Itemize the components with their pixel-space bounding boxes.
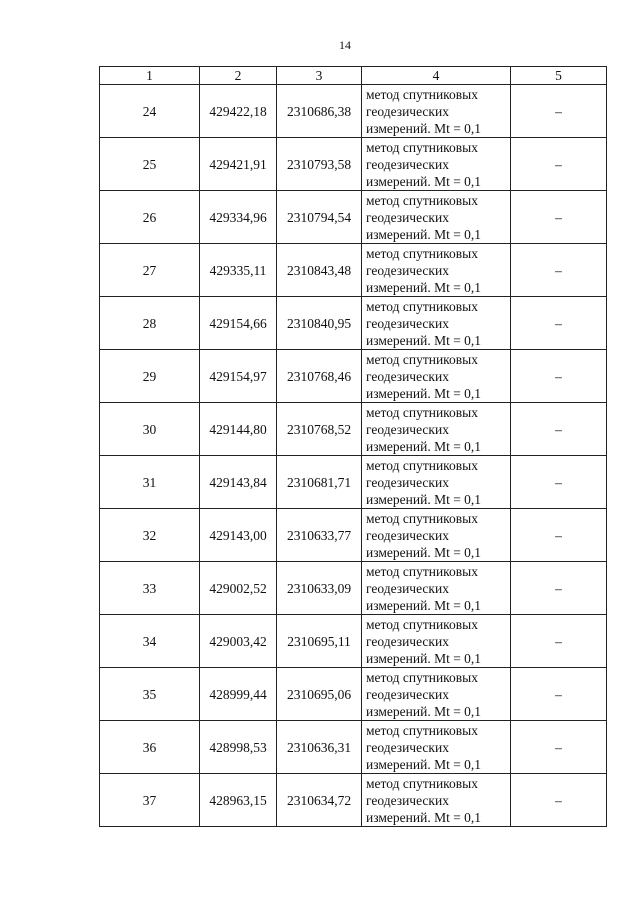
method-line: измерений. Mt = 0,1	[366, 703, 482, 719]
table-row	[100, 85, 607, 138]
table-body	[100, 85, 607, 827]
x-coordinate-cell: 429143,84	[200, 456, 277, 509]
y-coordinate-cell: 2310634,72	[277, 774, 362, 827]
method-line: метод спутниковых	[366, 563, 478, 579]
table-row	[100, 350, 607, 403]
method-line: метод спутниковых	[366, 457, 478, 473]
point-number-cell: 31	[100, 456, 200, 509]
column-header-1: 1	[100, 67, 200, 85]
method-cell	[362, 774, 511, 827]
method-line: геодезических	[366, 739, 449, 755]
y-coordinate-cell: 2310840,95	[277, 297, 362, 350]
column-5-cell: –	[511, 668, 607, 721]
table-row	[100, 774, 607, 827]
method-line: метод спутниковых	[366, 722, 478, 738]
method-line: геодезических	[366, 527, 449, 543]
method-line: метод спутниковых	[366, 245, 478, 261]
method-cell	[362, 721, 511, 774]
point-number-cell: 26	[100, 191, 200, 244]
x-coordinate-cell: 428963,15	[200, 774, 277, 827]
table-row	[100, 721, 607, 774]
x-coordinate-cell: 429421,91	[200, 138, 277, 191]
method-line: метод спутниковых	[366, 404, 478, 420]
y-coordinate-cell: 2310794,54	[277, 191, 362, 244]
y-coordinate-cell: 2310793,58	[277, 138, 362, 191]
table-row	[100, 138, 607, 191]
y-coordinate-cell: 2310768,46	[277, 350, 362, 403]
method-line: метод спутниковых	[366, 351, 478, 367]
column-header-5: 5	[511, 67, 607, 85]
method-line: метод спутниковых	[366, 616, 478, 632]
column-5-cell: –	[511, 774, 607, 827]
x-coordinate-cell: 429334,96	[200, 191, 277, 244]
coordinates-table	[99, 66, 607, 827]
method-line: измерений. Mt = 0,1	[366, 120, 482, 136]
method-line: геодезических	[366, 368, 449, 384]
column-5-cell: –	[511, 615, 607, 668]
point-number-cell: 28	[100, 297, 200, 350]
y-coordinate-cell: 2310633,77	[277, 509, 362, 562]
x-coordinate-cell: 428998,53	[200, 721, 277, 774]
y-coordinate-cell: 2310843,48	[277, 244, 362, 297]
y-coordinate-cell: 2310636,31	[277, 721, 362, 774]
x-coordinate-cell: 429002,52	[200, 562, 277, 615]
method-line: метод спутниковых	[366, 775, 478, 791]
x-coordinate-cell: 428999,44	[200, 668, 277, 721]
column-5-cell: –	[511, 562, 607, 615]
y-coordinate-cell: 2310695,06	[277, 668, 362, 721]
table-row	[100, 244, 607, 297]
coordinates-table-container	[99, 66, 606, 827]
method-line: измерений. Mt = 0,1	[366, 438, 482, 454]
point-number-cell: 27	[100, 244, 200, 297]
y-coordinate-cell: 2310695,11	[277, 615, 362, 668]
column-5-cell: –	[511, 191, 607, 244]
table-header-row	[100, 67, 607, 85]
column-header-4: 4	[362, 67, 511, 85]
table-row	[100, 509, 607, 562]
method-line: геодезических	[366, 580, 449, 596]
point-number-cell: 25	[100, 138, 200, 191]
table-row	[100, 456, 607, 509]
y-coordinate-cell: 2310681,71	[277, 456, 362, 509]
method-line: геодезических	[366, 209, 449, 225]
x-coordinate-cell: 429335,11	[200, 244, 277, 297]
method-cell	[362, 668, 511, 721]
column-5-cell: –	[511, 509, 607, 562]
table-row	[100, 191, 607, 244]
method-cell	[362, 138, 511, 191]
method-line: измерений. Mt = 0,1	[366, 650, 482, 666]
column-header-2: 2	[200, 67, 277, 85]
page-number: 14	[339, 38, 351, 52]
method-line: измерений. Mt = 0,1	[366, 491, 482, 507]
y-coordinate-cell: 2310633,09	[277, 562, 362, 615]
column-5-cell: –	[511, 403, 607, 456]
method-cell	[362, 456, 511, 509]
table-row	[100, 297, 607, 350]
method-line: геодезических	[366, 156, 449, 172]
method-cell	[362, 350, 511, 403]
point-number-cell: 36	[100, 721, 200, 774]
method-line: измерений. Mt = 0,1	[366, 173, 482, 189]
column-5-cell: –	[511, 456, 607, 509]
column-5-cell: –	[511, 138, 607, 191]
y-coordinate-cell: 2310768,52	[277, 403, 362, 456]
method-line: измерений. Mt = 0,1	[366, 809, 482, 825]
method-line: метод спутниковых	[366, 510, 478, 526]
method-line: геодезических	[366, 686, 449, 702]
method-line: метод спутниковых	[366, 192, 478, 208]
method-line: измерений. Mt = 0,1	[366, 756, 482, 772]
column-5-cell: –	[511, 350, 607, 403]
method-cell	[362, 403, 511, 456]
method-cell	[362, 615, 511, 668]
method-line: метод спутниковых	[366, 139, 478, 155]
column-5-cell: –	[511, 85, 607, 138]
table-row	[100, 668, 607, 721]
column-5-cell: –	[511, 721, 607, 774]
method-line: метод спутниковых	[366, 298, 478, 314]
x-coordinate-cell: 429143,00	[200, 509, 277, 562]
column-5-cell: –	[511, 297, 607, 350]
method-line: измерений. Mt = 0,1	[366, 226, 482, 242]
method-line: метод спутниковых	[366, 669, 478, 685]
y-coordinate-cell: 2310686,38	[277, 85, 362, 138]
method-line: измерений. Mt = 0,1	[366, 279, 482, 295]
point-number-cell: 33	[100, 562, 200, 615]
method-line: измерений. Mt = 0,1	[366, 597, 482, 613]
point-number-cell: 34	[100, 615, 200, 668]
table-row	[100, 403, 607, 456]
method-line: геодезических	[366, 792, 449, 808]
x-coordinate-cell: 429144,80	[200, 403, 277, 456]
method-line: геодезических	[366, 315, 449, 331]
method-line: геодезических	[366, 474, 449, 490]
method-line: геодезических	[366, 633, 449, 649]
table-row	[100, 562, 607, 615]
column-header-3: 3	[277, 67, 362, 85]
point-number-cell: 30	[100, 403, 200, 456]
x-coordinate-cell: 429422,18	[200, 85, 277, 138]
method-line: геодезических	[366, 103, 449, 119]
point-number-cell: 35	[100, 668, 200, 721]
method-line: измерений. Mt = 0,1	[366, 385, 482, 401]
point-number-cell: 37	[100, 774, 200, 827]
method-line: геодезических	[366, 262, 449, 278]
method-line: измерений. Mt = 0,1	[366, 332, 482, 348]
method-line: геодезических	[366, 421, 449, 437]
method-cell	[362, 244, 511, 297]
point-number-cell: 24	[100, 85, 200, 138]
method-cell	[362, 297, 511, 350]
method-cell	[362, 509, 511, 562]
method-cell	[362, 191, 511, 244]
point-number-cell: 32	[100, 509, 200, 562]
point-number-cell: 29	[100, 350, 200, 403]
method-cell	[362, 562, 511, 615]
method-cell	[362, 85, 511, 138]
method-line: метод спутниковых	[366, 86, 478, 102]
table-row	[100, 615, 607, 668]
x-coordinate-cell: 429154,97	[200, 350, 277, 403]
x-coordinate-cell: 429154,66	[200, 297, 277, 350]
method-line: измерений. Mt = 0,1	[366, 544, 482, 560]
column-5-cell: –	[511, 244, 607, 297]
x-coordinate-cell: 429003,42	[200, 615, 277, 668]
